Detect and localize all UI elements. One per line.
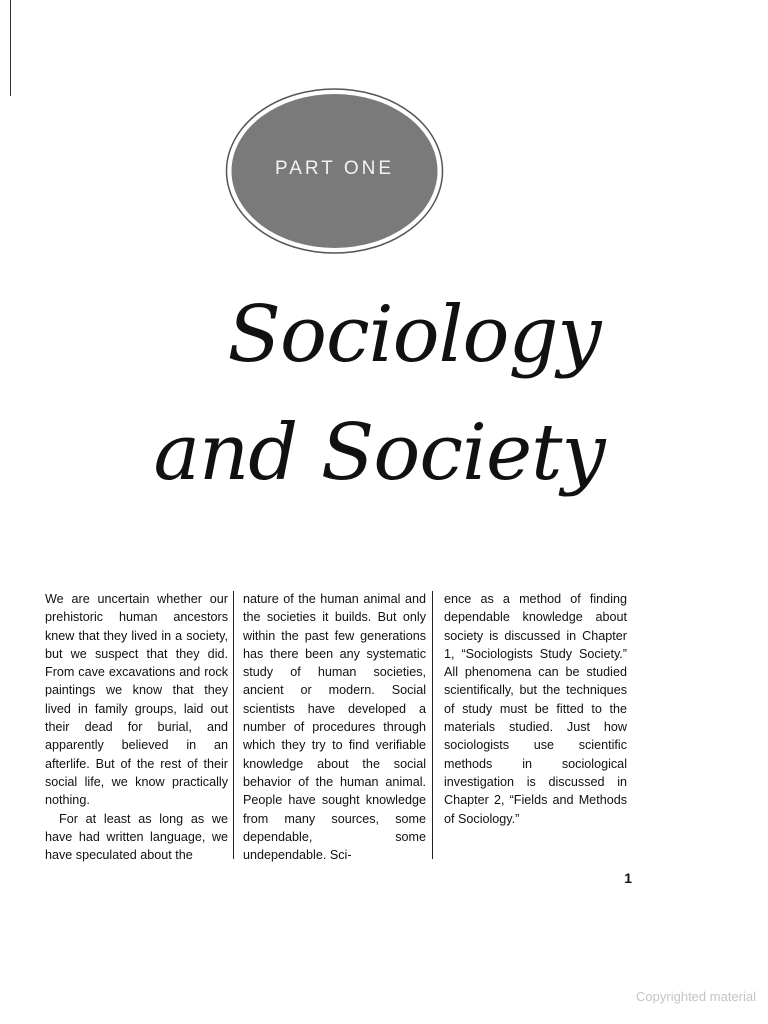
title-line-1: Sociology [227,290,601,380]
paragraph: nature of the human animal and the societies it builds. But only within the past few generations has there been any systematic study of human societies, ancient or modern. Social scientists have developed a number of procedures through which they try to find verifiable knowledge about the social behavior of the human animal. People have sought knowledge from many sources, some dependable, some undependable. Sci- [243,592,426,863]
text-column-2 [243,590,426,864]
column-rule [233,591,234,859]
copyright-watermark: Copyrighted material [636,989,756,1004]
part-label: PART ONE [274,158,395,179]
text-column-3 [444,590,627,828]
paragraph: We are uncertain whether our prehistoric human ancestors knew that they lived in a society, but we suspect that they did. From cave excavations and rock paintings we know that they lived in family groups, laid out their dead for burial, and apparently believed in an afterlife. But of the rest of their social life, we know practically nothing. [45,592,228,808]
page-number: 1 [624,870,632,886]
title-line-2: and Society [153,408,605,498]
paragraph: For at least as long as we have had written language, we have speculated about the [45,811,228,863]
column-rule [432,591,433,859]
paragraph: ence as a method of finding dependable knowledge about society is discussed in Chapter 1, “Sociologists Study Society.” All phenomena can be studied scientifically, but the techniques of study must be fitted to the materials studied. Just how sociologists use scientific methods in sociological investigation is discussed in Chapter 2, “Fields and Methods of Sociology.” [444,592,627,826]
text-column-1 [45,590,228,864]
page-edge-line [10,0,11,96]
